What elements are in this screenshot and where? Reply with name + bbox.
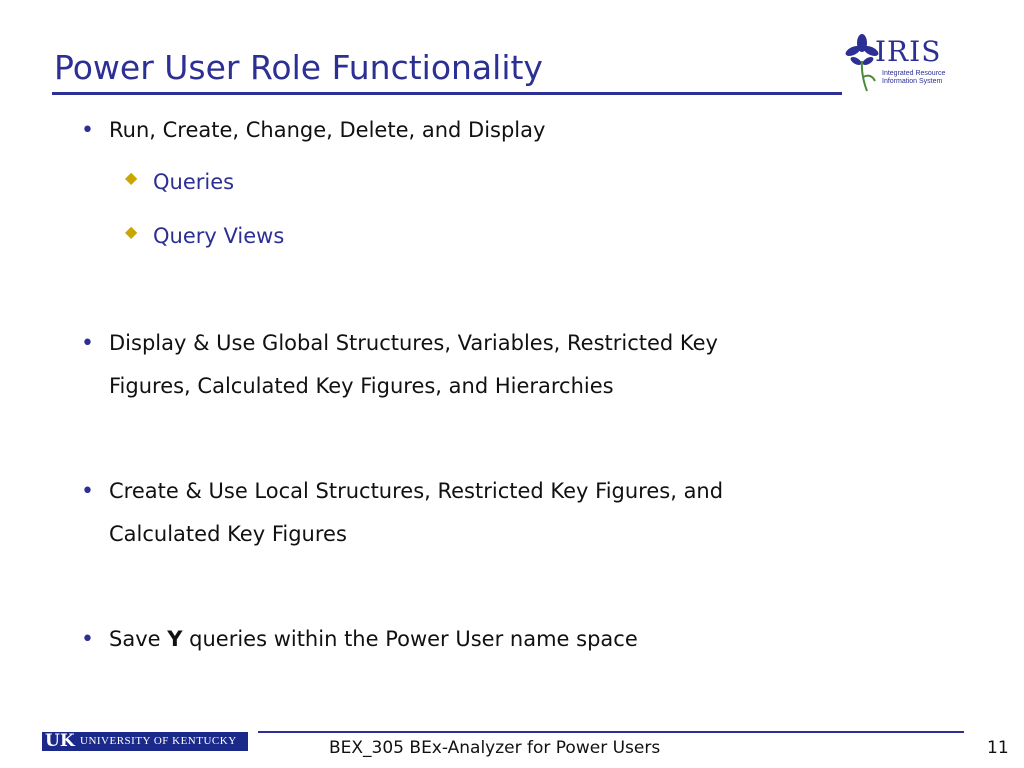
bullet-dot-icon: • [81, 627, 94, 652]
bullet-text-bold: Y [167, 627, 183, 651]
bullet-dot-icon: • [81, 118, 94, 143]
bullet-item [81, 470, 724, 556]
sub-bullet-text: Queries [153, 170, 235, 194]
iris-logo [845, 33, 960, 93]
slide-title: Power User Role Functionality [54, 48, 543, 87]
bullet-text: Display & Use Global Structures, Variables, Restricted Key [109, 331, 718, 355]
bullet-item [81, 618, 638, 661]
uk-mark: UK [45, 731, 75, 751]
bullet-text: Run, Create, Change, Delete, and Display [109, 118, 546, 142]
diamond-bullet-icon: ◆ [125, 168, 138, 187]
bullet-text-continued: Calculated Key Figures [109, 522, 347, 546]
university-name: UNIVERSITY OF KENTUCKY [80, 735, 237, 747]
footer-rule [258, 731, 964, 733]
diamond-bullet-icon: ◆ [125, 222, 138, 241]
title-underline [52, 92, 842, 95]
bullet-item [81, 322, 718, 408]
bullet-text-continued: Figures, Calculated Key Figures, and Hierarchies [109, 374, 614, 398]
iris-subtitle-line2: Information System [882, 78, 943, 85]
uk-logo [42, 732, 248, 751]
sub-bullet-text: Query Views [153, 224, 285, 248]
sub-bullet-item [125, 168, 235, 194]
page-number: 11 [987, 738, 1009, 758]
bullet-dot-icon: • [81, 331, 94, 356]
bullet-item [81, 109, 546, 152]
bullet-dot-icon: • [81, 479, 94, 504]
iris-flower-icon [845, 33, 879, 93]
iris-wordmark: IRIS [875, 35, 942, 68]
sub-bullet-item [125, 222, 285, 248]
footer-course-title: BEX_305 BEx-Analyzer for Power Users [329, 738, 661, 758]
iris-subtitle-line1: Integrated Resource [882, 70, 946, 77]
bullet-text-pre: Save [109, 627, 168, 651]
bullet-text: Create & Use Local Structures, Restricted Key Figures, and [109, 479, 724, 503]
bullet-text-post: queries within the Power User name space [182, 627, 638, 651]
